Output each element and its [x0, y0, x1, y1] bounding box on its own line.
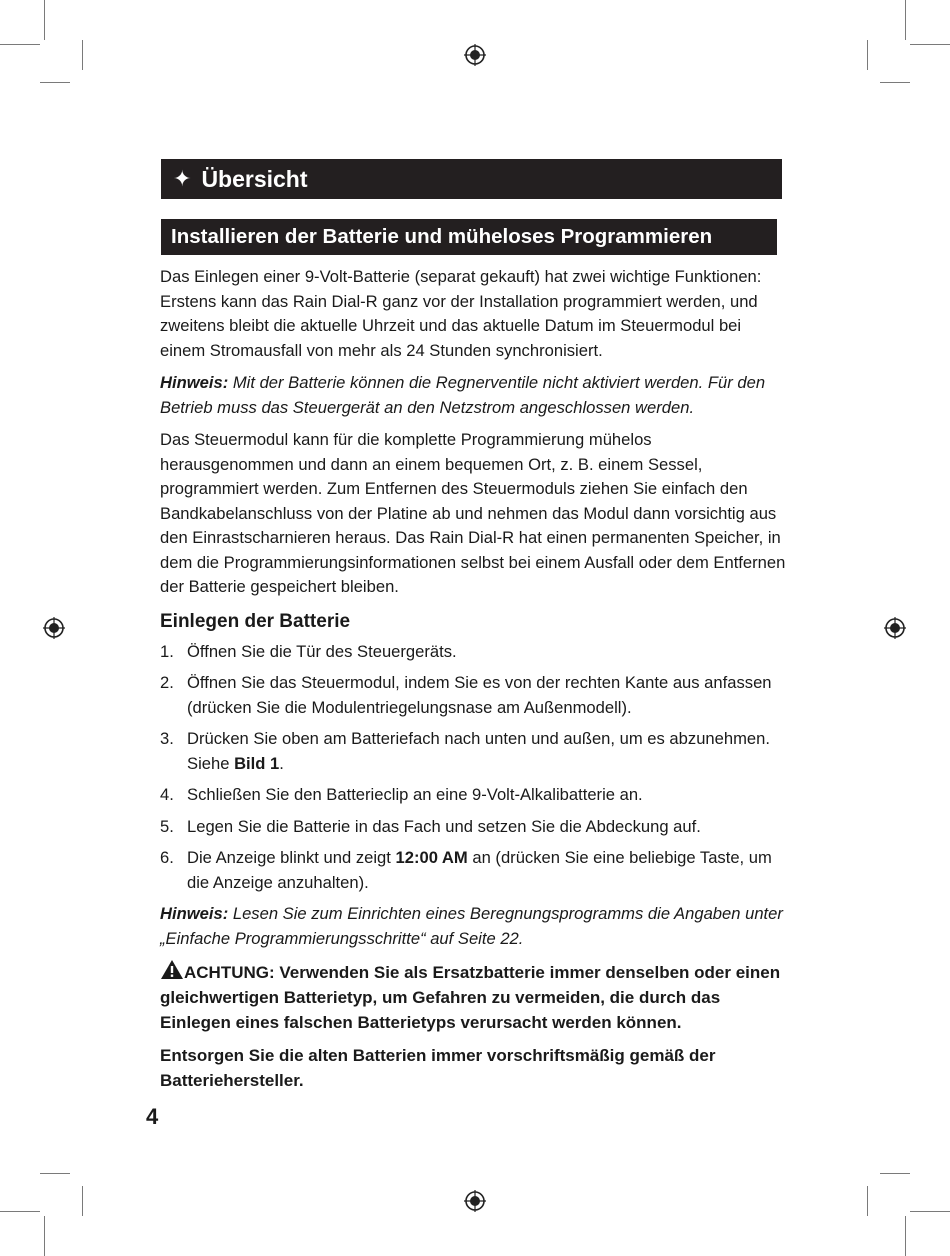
- list-item: [160, 783, 786, 808]
- step-text: Schließen Sie den Batterieclip an eine 9-Volt-Alkalibatterie an.: [187, 785, 643, 804]
- step-text-part: Drücken Sie oben am Batteriefach nach unten und außen, um es abzunehmen. Siehe: [187, 729, 770, 773]
- time-display-value: 12:00 AM: [395, 848, 468, 867]
- step-number: 3.: [160, 729, 174, 748]
- note-label: Hinweis:: [160, 373, 229, 392]
- crop-mark: [905, 1216, 906, 1256]
- step-text: Legen Sie die Batterie in das Fach und setzen Sie die Abdeckung auf.: [187, 816, 701, 836]
- crop-mark: [82, 1186, 83, 1216]
- crop-mark: [910, 1211, 950, 1212]
- crop-mark: [905, 0, 906, 40]
- warning-triangle-icon: [160, 959, 184, 980]
- list-item: [160, 640, 786, 665]
- warning-replacement: [160, 959, 786, 1035]
- subsection-header: [161, 219, 777, 255]
- step-number: 4.: [160, 785, 174, 804]
- note-battery: [160, 371, 786, 420]
- step-text: [187, 727, 786, 776]
- crop-mark: [867, 40, 868, 70]
- module-paragraph: Das Steuermodul kann für die komplette Programmierung mühelos herausgenommen und dann an einem bequemen Ort, z. B. einem Sessel, programmiert werden. Zum Entfernen des Steuermoduls ziehen Sie einfach den Bandkabelanschluss von der Platine ab und nehmen das Modul dann vorsichtig aus den Einrastscharnieren heraus. Das Rain Dial-R hat einen permanenten Speicher, in dem die Programmierungsinformationen selbst bei einem Ausfall oder dem Entfernen der Batterie gespeichert bleiben.: [160, 430, 786, 596]
- step-text-part: Die Anzeige blinkt und zeigt: [187, 848, 396, 867]
- battery-steps-list: [160, 640, 786, 896]
- list-item: [160, 727, 786, 776]
- figure-reference: Bild 1: [234, 753, 280, 773]
- crop-mark: [0, 44, 40, 45]
- crop-mark: [40, 82, 70, 83]
- registration-mark-icon: [43, 617, 65, 639]
- step-text-part: .: [279, 753, 284, 773]
- warning-disposal: Entsorgen Sie die alten Batterien immer vorschriftsmäßig gemäß der Batteriehersteller.: [160, 1046, 716, 1090]
- crop-mark: [880, 1173, 910, 1174]
- list-item: [160, 671, 786, 720]
- crop-mark: [880, 82, 910, 83]
- crop-mark: [0, 1211, 40, 1212]
- step-number: 6.: [160, 848, 174, 867]
- section-title: Übersicht: [201, 165, 308, 192]
- crop-mark: [82, 40, 83, 70]
- step-number: 5.: [160, 816, 174, 836]
- section-header: [161, 159, 782, 199]
- note-label: Hinweis:: [160, 904, 229, 923]
- subsection-title: Installieren der Batterie und müheloses Programmieren: [171, 225, 713, 248]
- step-number: 1.: [160, 641, 174, 661]
- intro-paragraph: Das Einlegen einer 9-Volt-Batterie (separat gekauft) hat zwei wichtige Funktionen: Erstens kann das Rain Dial-R ganz vor der Installation programmiert werden, und zweitens bleibt die aktuelle Uhrzeit und das aktuelle Datum im Steuermodul bei einem Stromausfall von mehr als 24 Stunden synchronisiert.: [160, 267, 762, 360]
- registration-mark-icon: [464, 1190, 486, 1212]
- crop-mark: [44, 0, 45, 40]
- crop-mark: [910, 44, 950, 45]
- battery-heading: Einlegen der Batterie: [160, 610, 351, 632]
- warning-text: ACHTUNG: Verwenden Sie als Ersatzbatterie immer denselben oder einen gleichwertigen Batterietyp, um Gefahren zu vermeiden, die durch das Einlegen eines falschen Batterietyps verursacht werden können.: [160, 963, 781, 1032]
- registration-mark-icon: [884, 617, 906, 639]
- step-number: 2.: [160, 673, 174, 692]
- step-text: [187, 846, 786, 895]
- step-text: Öffnen Sie die Tür des Steuergeräts.: [187, 641, 457, 661]
- crop-mark: [867, 1186, 868, 1216]
- star-icon: ✦: [173, 166, 192, 191]
- list-item: [160, 846, 786, 895]
- list-item: [160, 815, 786, 840]
- page-number: 4: [146, 1104, 159, 1129]
- note-text: Lesen Sie zum Einrichten eines Beregnungsprogramms die Angaben unter „Einfache Programmierungsschritte“ auf Seite 22.: [160, 904, 783, 948]
- page-content: [160, 265, 786, 1101]
- crop-mark: [44, 1216, 45, 1256]
- registration-mark-icon: [464, 44, 486, 66]
- note-text: Mit der Batterie können die Regnerventile nicht aktiviert werden. Für den Betrieb muss das Steuergerät an den Netzstrom angeschlossen werden.: [160, 373, 766, 417]
- step-text: Öffnen Sie das Steuermodul, indem Sie es von der rechten Kante aus anfassen (drücken Sie die Modulentriegelungsnase am Außenmodell).: [187, 673, 772, 717]
- note-programming: [160, 902, 786, 951]
- step-text-part: an (drücken Sie eine beliebige Taste, um die Anzeige anzuhalten).: [187, 848, 772, 892]
- crop-mark: [40, 1173, 70, 1174]
